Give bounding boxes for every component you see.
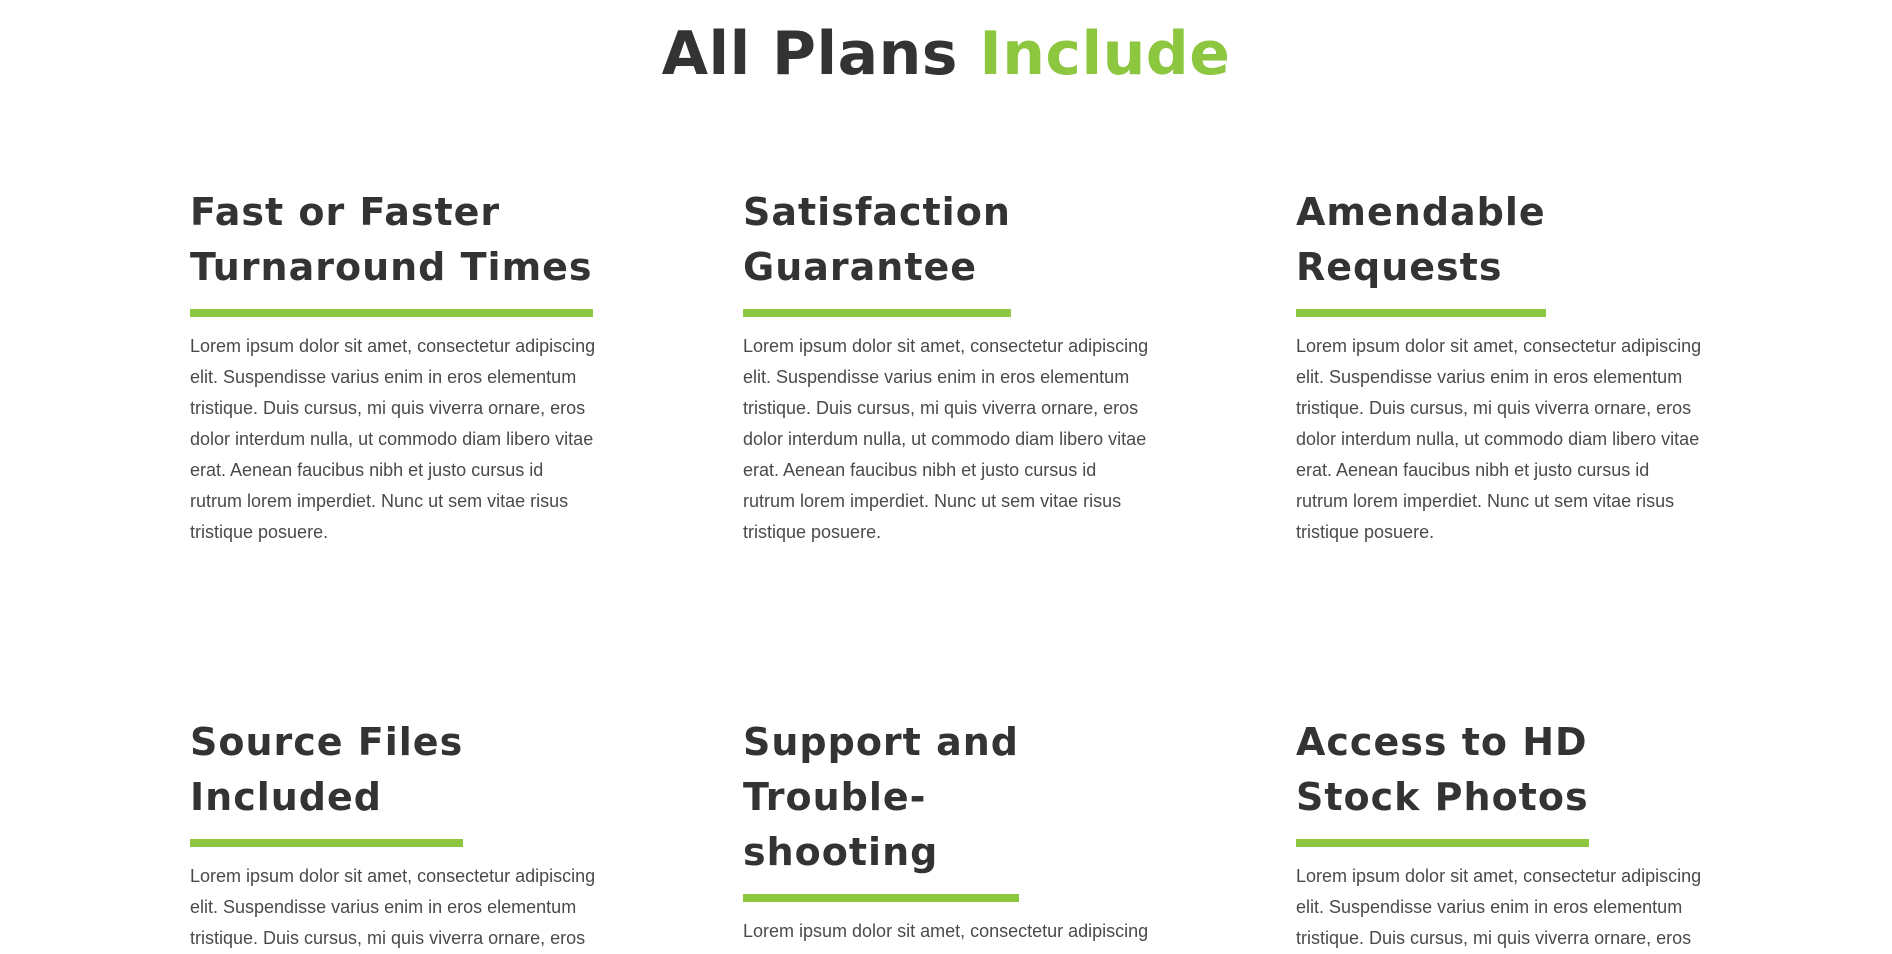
feature-title-line: Trouble- [743, 775, 927, 819]
section-title-accent: Include [979, 19, 1231, 89]
feature-title-line: Stock Photos [1296, 775, 1589, 819]
feature-description: Lorem ipsum dolor sit amet, consectetur adipiscing elit. Suspendisse varius enim in eros elementum tristique. Duis cursus, mi quis viverra ornare, eros [190, 866, 596, 948]
feature-title-line: Guarantee [743, 245, 978, 289]
feature-title-line: Access to HD [1296, 720, 1588, 764]
feature-title [190, 185, 593, 317]
feature-title [743, 185, 1011, 317]
feature-turnaround [190, 185, 600, 548]
feature-description: Lorem ipsum dolor sit amet, consectetur adipiscing elit. Suspendisse varius enim in eros elementum tristique. Duis cursus, mi quis viverra ornare, eros [1296, 866, 1702, 948]
feature-title-line: Support and [743, 720, 1019, 764]
feature-title-line: Requests [1296, 245, 1503, 289]
section-title-main: All Plans [661, 19, 958, 89]
feature-satisfaction [743, 185, 1153, 548]
feature-title [743, 715, 1019, 902]
feature-title-line: Satisfaction [743, 190, 1011, 234]
feature-stock-photos [1296, 715, 1706, 954]
feature-title-line: Included [190, 775, 382, 819]
feature-title [1296, 185, 1546, 317]
feature-source-files [190, 715, 600, 954]
section-title [0, 18, 1892, 90]
feature-description: Lorem ipsum dolor sit amet, consectetur adipiscing elit. Suspendisse varius enim in eros elementum tristique. Duis cursus, mi quis viverra ornare, eros dolor interdum nulla, ut commodo diam libero vitae erat. Aenean faucibus nibh et justo cursus id rutrum lorem imperdiet. Nunc ut sem vitae risus tristique posuere. [190, 336, 596, 542]
feature-title-line: Turnaround Times [190, 245, 593, 289]
feature-description: Lorem ipsum dolor sit amet, consectetur adipiscing [743, 921, 1149, 941]
feature-support [743, 715, 1153, 947]
feature-description: Lorem ipsum dolor sit amet, consectetur adipiscing elit. Suspendisse varius enim in eros elementum tristique. Duis cursus, mi quis viverra ornare, eros dolor interdum nulla, ut commodo diam libero vitae erat. Aenean faucibus nibh et justo cursus id rutrum lorem imperdiet. Nunc ut sem vitae risus tristique posuere. [743, 336, 1149, 542]
feature-title [190, 715, 463, 847]
feature-description: Lorem ipsum dolor sit amet, consectetur adipiscing elit. Suspendisse varius enim in eros elementum tristique. Duis cursus, mi quis viverra ornare, eros dolor interdum nulla, ut commodo diam libero vitae erat. Aenean faucibus nibh et justo cursus id rutrum lorem imperdiet. Nunc ut sem vitae risus tristique posuere. [1296, 336, 1702, 542]
feature-title [1296, 715, 1589, 847]
feature-title-line: shooting [743, 830, 939, 874]
feature-title-line: Amendable [1296, 190, 1546, 234]
feature-amendable [1296, 185, 1706, 548]
feature-title-line: Fast or Faster [190, 190, 501, 234]
feature-title-line: Source Files [190, 720, 464, 764]
